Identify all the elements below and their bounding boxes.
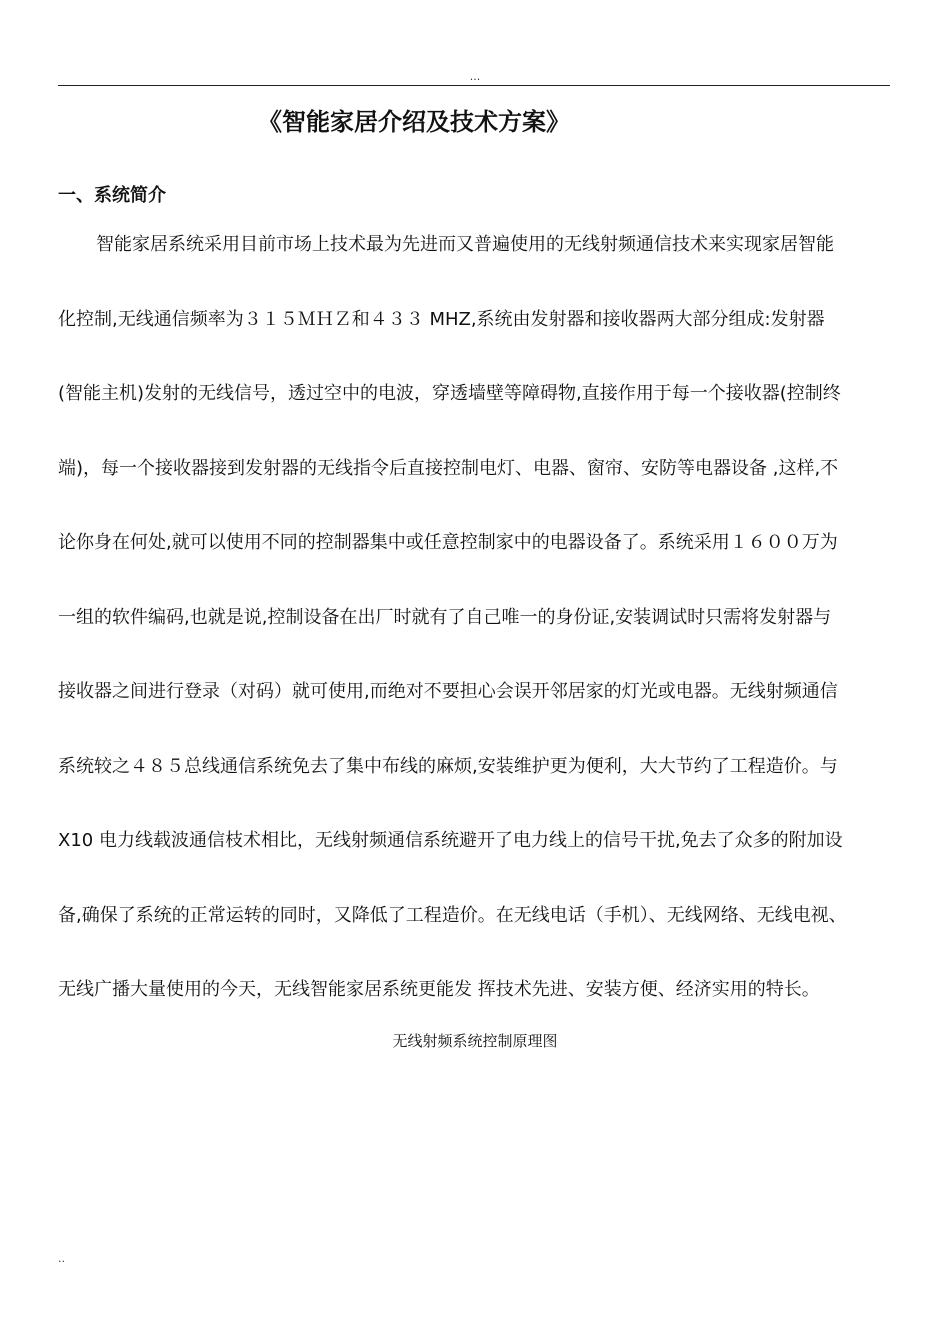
paragraph-line: 端)，每一个接收器接到发射器的无线指令后直接控制电灯、电器、窗帘、安防等电器设备 ,这样,不 — [58, 457, 839, 479]
document-title: 《智能家居介绍及技术方案》 — [258, 108, 570, 136]
body-paragraph — [58, 225, 908, 1045]
header-divider — [58, 85, 890, 86]
paragraph-line: 接收器之间进行登录（对码）就可使用,而绝对不要担心会误开邻居家的灯光或电器。无线射频通信 — [58, 681, 838, 702]
figure-caption: 无线射频系统控制原理图 — [392, 1032, 558, 1050]
page-header-marker: ... — [469, 70, 481, 83]
paragraph-line: 化控制,无线通信频率为３１５ＭＨＺ和４３３ MHZ,系统由发射器和接收器两大部分组成:发射器 — [58, 308, 825, 330]
paragraph-line: 一组的软件编码,也就是说,控制设备在出厂时就有了自己唯一的身份证,安装调试时只需将发射器与 — [58, 606, 832, 628]
page-footer-marker: .. — [58, 1252, 65, 1265]
paragraph-line: 论你身在何处,就可以使用不同的控制器集中或任意控制家中的电器设备了。系统采用１６００万为 — [58, 532, 838, 553]
paragraph-line: X10 电力线载波通信枝术相比，无线射频通信系统避开了电力线上的信号干扰,免去了众多的附加设 — [58, 830, 843, 851]
paragraph-line: 无线广播大量使用的今天，无线智能家居系统更能发 挥技术先进、安装方便、经济实用的特长。 — [58, 979, 820, 1000]
paragraph-line: 系统较之４８５总线通信系统免去了集中布线的麻烦,安装维护更为便利，大大节约了工程造价。与 — [58, 755, 838, 777]
section-heading: 一、系统简介 — [58, 185, 166, 206]
paragraph-line: 备,确保了系统的正常运转的同时，又降低了工程造价。在无线电话（手机）、无线网络、无线电视、 — [58, 904, 847, 926]
paragraph-line: 智能家居系统采用目前市场上技术最为先进而又普遍使用的无线射频通信技术来实现家居智能 — [96, 234, 834, 255]
paragraph-line: (智能主机)发射的无线信号，透过空中的电波，穿透墙壁等障碍物,直接作用于每一个接收器(控制终 — [58, 383, 841, 404]
